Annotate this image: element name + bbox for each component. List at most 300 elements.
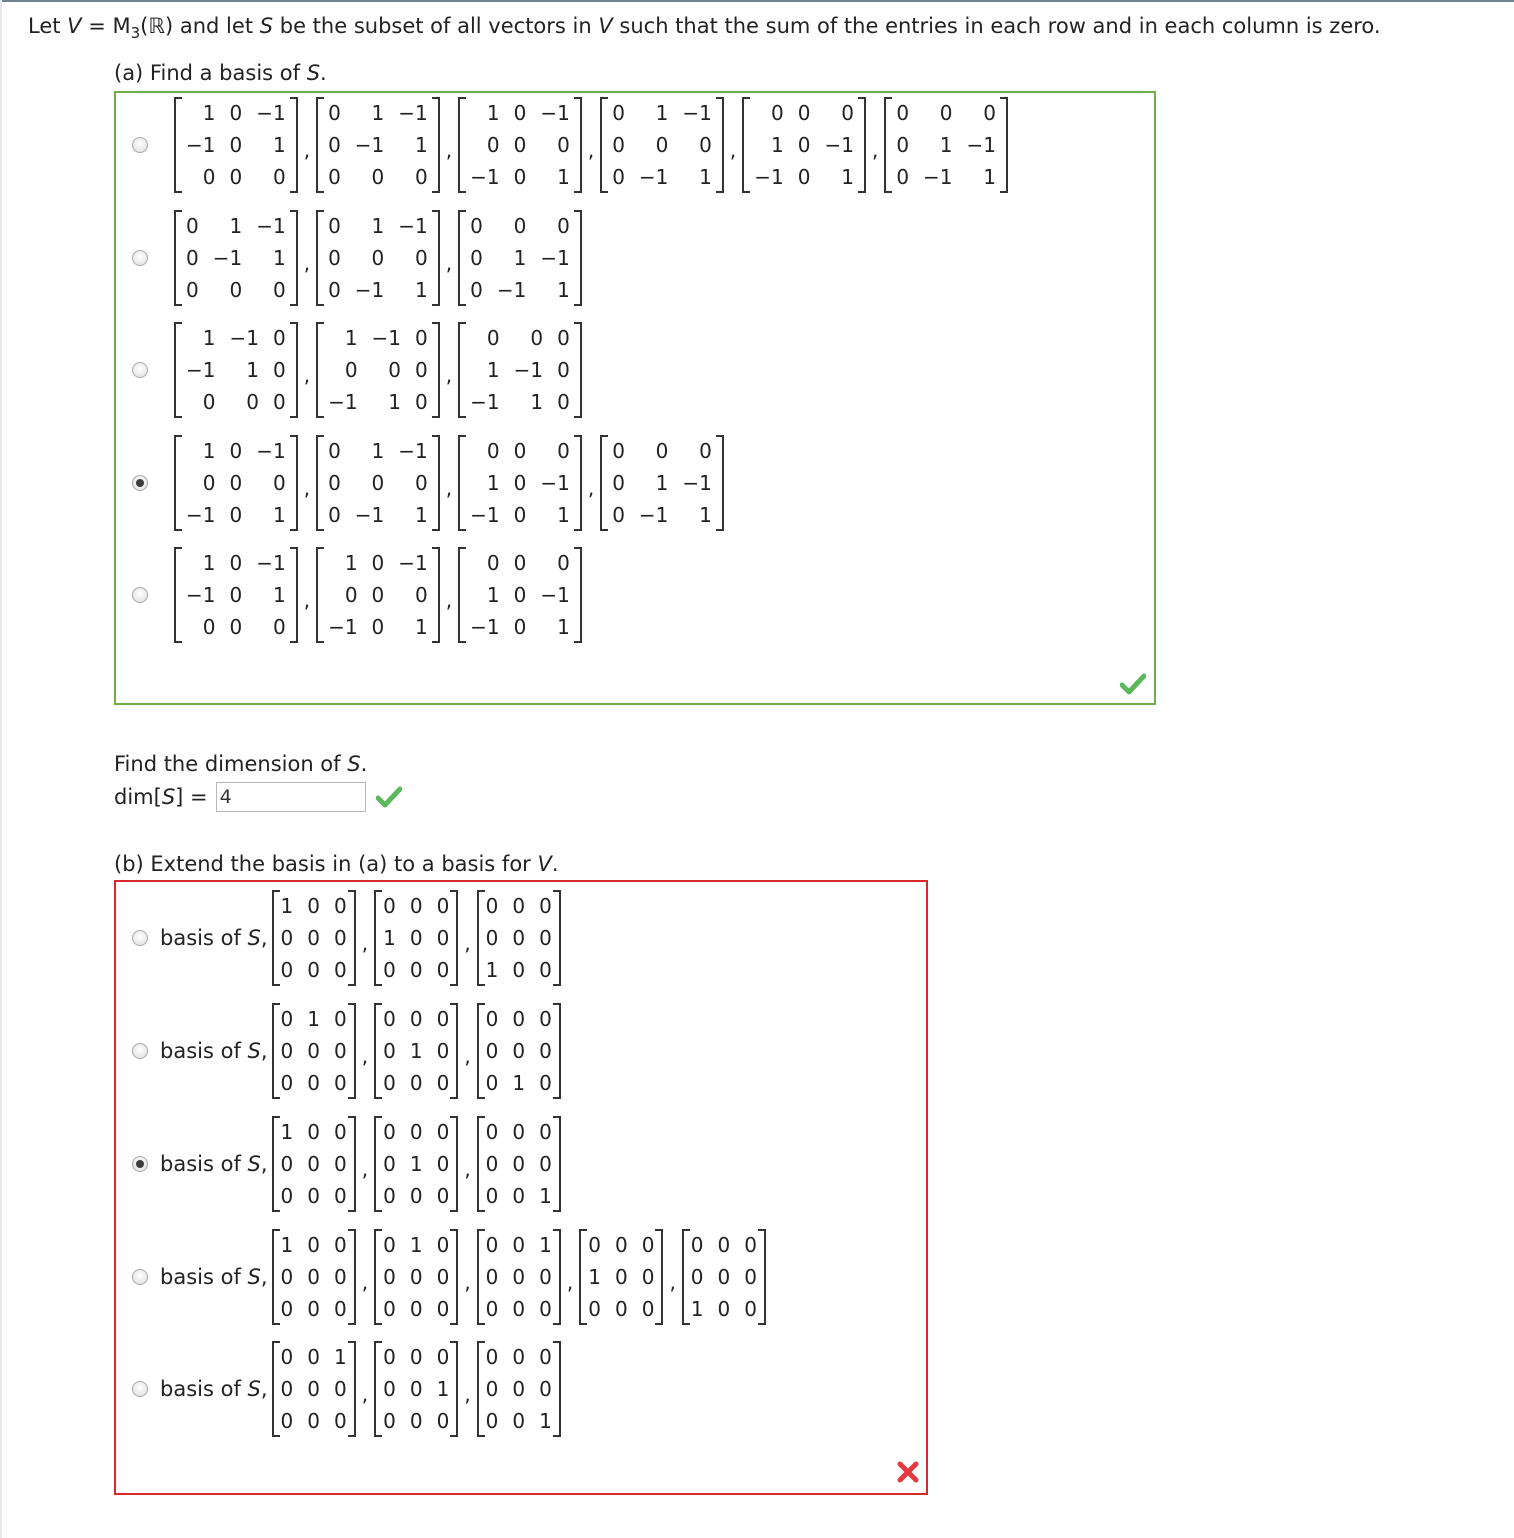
basis-of-s-comma: , [260, 1039, 268, 1063]
matrix-entry: 1 [690, 1297, 704, 1321]
part-b-option-1[interactable] [132, 888, 561, 988]
matrix-entry: −1 [470, 615, 500, 639]
matrix-entry: 0 [409, 1120, 423, 1144]
matrix-entry: 0 [272, 390, 286, 414]
matrix-entry: 0 [229, 278, 243, 302]
matrix [272, 1116, 356, 1212]
matrix-separator: , [361, 1157, 369, 1181]
matrix-list [272, 1003, 561, 1099]
matrix-entry: −1 [754, 165, 784, 189]
matrix-entry: 0 [383, 1345, 396, 1369]
matrix-entry: 1 [344, 551, 358, 575]
part-a-option-2[interactable] [132, 208, 582, 308]
matrix-entry: 0 [513, 165, 527, 189]
matrix-entry: 0 [486, 326, 500, 350]
matrix-entry: 0 [280, 1345, 294, 1369]
matrix-entry: 0 [690, 1265, 704, 1289]
matrix-entry: 0 [512, 1297, 526, 1321]
matrix-entry: 0 [202, 165, 216, 189]
matrix-entry: 0 [328, 246, 341, 270]
matrix-entry: 0 [436, 926, 450, 950]
matrix-separator: , [669, 1270, 676, 1294]
matrix-entry: 0 [344, 358, 358, 382]
matrix-entry: 0 [512, 894, 526, 918]
matrix-entry: 0 [229, 551, 243, 575]
matrix-entry: 0 [436, 1297, 450, 1321]
matrix-separator: , [303, 588, 311, 612]
matrix [477, 1003, 561, 1099]
matrix-entry: 1 [202, 101, 216, 125]
matrix-entry: 0 [344, 583, 358, 607]
intro-text-2: be the subset of all vectors in [273, 14, 599, 38]
matrix-entry: 0 [614, 1265, 628, 1289]
matrix-entry: 1 [557, 615, 570, 639]
part-a-option-4[interactable] [132, 433, 724, 533]
matrix-entry: 0 [415, 326, 428, 350]
intro-var-s: S [259, 14, 274, 38]
matrix-entry: 0 [371, 551, 385, 575]
intro-text-3: such that the sum of the entries in each row and in each column is zero. [612, 14, 1381, 38]
matrix-entry: 0 [415, 246, 428, 270]
matrix-entry: −1 [923, 165, 953, 189]
matrix-entry: 0 [307, 1071, 321, 1095]
matrix-entry: 0 [436, 1071, 450, 1095]
matrix-entry: 0 [436, 1152, 450, 1176]
matrix-entry: 0 [512, 1265, 526, 1289]
basis-of-s-comma: , [260, 1265, 268, 1289]
matrix-entry: 0 [470, 246, 483, 270]
matrix [884, 97, 1008, 193]
part-a-option-2-radio[interactable] [132, 250, 148, 266]
basis-of-s-comma: , [260, 926, 268, 950]
matrix-entry: 0 [539, 1377, 552, 1401]
matrix-entry: 0 [334, 1039, 347, 1063]
matrix-entry: 1 [699, 503, 712, 527]
matrix [374, 1003, 458, 1099]
matrix-separator: , [464, 931, 471, 955]
matrix-entry: 0 [280, 1409, 294, 1433]
matrix [272, 1341, 356, 1437]
matrix-entry: 0 [539, 1039, 552, 1063]
matrix-entry: 0 [512, 1233, 526, 1257]
matrix-entry: 0 [512, 1377, 526, 1401]
dimension-row [114, 782, 402, 812]
part-b-label [114, 852, 559, 876]
matrix-entry: −1 [638, 503, 669, 527]
matrix-entry: 0 [539, 1297, 552, 1321]
matrix-entry: 0 [612, 503, 625, 527]
matrix-entry: 0 [280, 1377, 294, 1401]
matrix-entry: 0 [513, 551, 527, 575]
matrix-entry: 0 [334, 1233, 347, 1257]
matrix-entry: 0 [436, 1345, 450, 1369]
matrix-entry: 0 [512, 1007, 526, 1031]
matrix-entry: 1 [557, 165, 570, 189]
matrix-entry: 0 [334, 1007, 347, 1031]
matrix-entry: −1 [354, 133, 385, 157]
matrix-entry: 0 [485, 926, 499, 950]
basis-of-s-var: S [247, 1265, 261, 1289]
matrix-entry: −1 [540, 583, 570, 607]
matrix-entry: −1 [398, 439, 428, 463]
dimension-input[interactable] [216, 782, 366, 812]
matrix-entry: 0 [436, 1233, 450, 1257]
matrix-entry: −1 [398, 101, 428, 125]
matrix-entry: 1 [246, 358, 259, 382]
matrix-entry: −1 [513, 358, 544, 382]
matrix-entry: −1 [682, 471, 712, 495]
matrix-entry: −1 [540, 101, 570, 125]
matrix [174, 547, 298, 643]
matrix [477, 890, 561, 986]
basis-of-s-label [160, 1039, 268, 1063]
matrix-entry: 1 [229, 214, 243, 238]
matrix-entry: 0 [641, 1297, 655, 1321]
matrix-entry: 0 [512, 1120, 526, 1144]
matrix-entry: 0 [229, 471, 243, 495]
matrix-entry: 0 [307, 958, 321, 982]
matrix-entry: 0 [383, 1184, 396, 1208]
matrix-entry: 0 [512, 1184, 526, 1208]
matrix-entry: 0 [655, 439, 669, 463]
part-a-answer-box [114, 91, 1156, 705]
matrix-entry: 0 [280, 1297, 294, 1321]
matrix-entry: 0 [334, 958, 347, 982]
part-b-label-suffix: . [551, 852, 559, 876]
part-b-option-2-radio[interactable] [132, 1043, 148, 1059]
matrix-entry: 1 [272, 583, 286, 607]
matrix-entry: 0 [409, 958, 423, 982]
matrix-entry: 1 [272, 246, 286, 270]
matrix-entry: 0 [229, 615, 243, 639]
part-a-option-5-radio[interactable] [132, 587, 148, 603]
matrix-entry: 0 [436, 1039, 450, 1063]
matrix-entry: 0 [383, 1377, 396, 1401]
matrix-entry: 1 [415, 503, 428, 527]
matrix-entry: 0 [436, 894, 450, 918]
matrix-entry: 0 [771, 101, 784, 125]
matrix-entry: 0 [371, 165, 385, 189]
matrix-entry: 0 [371, 615, 385, 639]
matrix-entry: 0 [655, 133, 669, 157]
basis-of-s-label [160, 1377, 268, 1401]
matrix-entry: 0 [896, 133, 910, 157]
matrix-entry: 1 [530, 390, 544, 414]
matrix [316, 435, 440, 531]
matrix-entry: 0 [512, 926, 526, 950]
matrix-entry: 0 [334, 926, 347, 950]
part-a-option-1[interactable] [132, 95, 1008, 195]
matrix-entry: 0 [539, 926, 552, 950]
matrix-entry: 0 [717, 1233, 731, 1257]
part-b-answer-box [114, 880, 928, 1495]
matrix-entry: 0 [334, 1409, 347, 1433]
matrix-entry: 0 [797, 165, 811, 189]
matrix [458, 322, 582, 418]
matrix-entry: −1 [354, 278, 385, 302]
basis-of-s-var: S [247, 1039, 261, 1063]
matrix-entry: 0 [383, 1071, 396, 1095]
problem-statement [28, 14, 1381, 42]
matrix-entry: 0 [470, 214, 483, 238]
matrix-entry: 0 [272, 471, 286, 495]
matrix-list [174, 210, 582, 306]
matrix-entry: 1 [409, 1039, 423, 1063]
matrix-entry: 1 [486, 471, 500, 495]
matrix-entry: −1 [470, 503, 500, 527]
matrix-entry: 0 [229, 503, 243, 527]
matrix-entry: 0 [744, 1233, 757, 1257]
part-a-option-4-radio[interactable] [132, 475, 148, 491]
matrix-entry: 0 [328, 214, 341, 238]
matrix-entry: 1 [588, 1265, 601, 1289]
matrix-separator: , [445, 138, 453, 162]
matrix-entry: 0 [485, 1152, 499, 1176]
cross-icon [896, 1460, 920, 1484]
matrix-entry: 0 [485, 894, 499, 918]
matrix [316, 210, 440, 306]
matrix-entry: 1 [512, 1071, 526, 1095]
matrix-entry: −1 [212, 246, 243, 270]
matrix-entry: 0 [415, 358, 428, 382]
matrix-entry: 0 [409, 1345, 423, 1369]
matrix-entry: 0 [539, 1345, 552, 1369]
matrix [374, 1341, 458, 1437]
matrix-separator: , [361, 931, 369, 955]
matrix-entry: 1 [983, 165, 997, 189]
matrix-entry: 0 [307, 1297, 321, 1321]
matrix-entry: 0 [557, 133, 570, 157]
matrix-entry: 0 [612, 101, 625, 125]
matrix-entry: 0 [383, 958, 396, 982]
matrix-entry: 0 [409, 1297, 423, 1321]
matrix [316, 547, 440, 643]
matrix-entry: 0 [186, 246, 199, 270]
matrix-entry: 1 [202, 439, 216, 463]
matrix-entry: 0 [409, 1007, 423, 1031]
matrix-list [272, 890, 561, 986]
basis-of-s-label [160, 926, 268, 950]
part-a-option-1-radio[interactable] [132, 137, 148, 153]
matrix-entry: −1 [354, 503, 385, 527]
matrix [477, 1341, 561, 1437]
matrix [458, 547, 582, 643]
matrix-entry: 0 [588, 1233, 601, 1257]
part-b-option-3-radio[interactable] [132, 1156, 148, 1172]
part-a-option-5[interactable] [132, 545, 582, 645]
matrix-list [174, 547, 582, 643]
matrix-separator: , [303, 138, 311, 162]
matrix [174, 435, 298, 531]
part-b-option-1-radio[interactable] [132, 930, 148, 946]
matrix [579, 1229, 663, 1325]
matrix-entry: 1 [202, 551, 216, 575]
intro-eq: = M [88, 14, 131, 38]
matrix-entry: 0 [486, 133, 500, 157]
matrix-entry: 0 [334, 1071, 347, 1095]
matrix-entry: 0 [485, 1233, 499, 1257]
matrix-entry: 1 [272, 503, 286, 527]
matrix-list [272, 1229, 766, 1325]
matrix-entry: 0 [513, 133, 527, 157]
matrix-entry: 0 [272, 615, 286, 639]
matrix [316, 97, 440, 193]
matrix-entry: 1 [344, 326, 358, 350]
matrix-entry: 0 [186, 278, 199, 302]
matrix-entry: 0 [280, 1039, 294, 1063]
matrix-entry: 0 [202, 390, 216, 414]
matrix-separator: , [361, 1382, 369, 1406]
matrix-entry: 0 [229, 439, 243, 463]
check-icon [376, 786, 402, 808]
matrix-entry: −1 [256, 101, 286, 125]
matrix-separator: , [445, 251, 453, 275]
matrix-entry: 0 [436, 1120, 450, 1144]
dimension-question-suffix: . [360, 752, 368, 776]
matrix-entry: 1 [415, 133, 428, 157]
part-b-option-5[interactable] [132, 1339, 561, 1439]
part-b-option-4-radio[interactable] [132, 1269, 148, 1285]
matrix-entry: 0 [588, 1297, 601, 1321]
matrix-entry: 0 [797, 133, 811, 157]
matrix-entry: 0 [485, 1007, 499, 1031]
basis-of-s-comma: , [260, 1377, 268, 1401]
matrix-entry: 0 [512, 1409, 526, 1433]
matrix-entry: 0 [334, 1184, 347, 1208]
matrix-entry: 0 [485, 1377, 499, 1401]
matrix-entry: 0 [557, 214, 570, 238]
matrix-entry: 0 [614, 1233, 628, 1257]
matrix-entry: 0 [383, 1233, 396, 1257]
matrix [477, 1229, 561, 1325]
dimension-label: dim[ [114, 785, 162, 809]
matrix-entry: 1 [539, 1184, 552, 1208]
matrix-entry: 0 [307, 1377, 321, 1401]
matrix-entry: 1 [485, 958, 499, 982]
matrix-entry: −1 [398, 551, 428, 575]
matrix-entry: −1 [256, 439, 286, 463]
matrix-entry: 1 [699, 165, 712, 189]
matrix-entry: 0 [436, 1007, 450, 1031]
matrix-entry: 0 [383, 1039, 396, 1063]
matrix-entry: 0 [513, 583, 527, 607]
matrix-separator: , [729, 138, 737, 162]
matrix-entry: 0 [272, 326, 286, 350]
matrix-entry: 0 [699, 439, 712, 463]
matrix-entry: 0 [539, 1152, 552, 1176]
dimension-label-suffix: ] = [175, 785, 208, 809]
matrix-entry: 1 [334, 1345, 347, 1369]
part-b-option-2[interactable] [132, 1001, 561, 1101]
matrix [272, 1003, 356, 1099]
matrix-entry: 0 [280, 926, 294, 950]
matrix-entry: 1 [539, 1409, 552, 1433]
part-b-option-4[interactable] [132, 1227, 766, 1327]
matrix-entry: 0 [229, 165, 243, 189]
part-a-option-3-radio[interactable] [132, 362, 148, 378]
check-icon [1120, 673, 1146, 695]
dimension-question [114, 752, 367, 776]
matrix [272, 890, 356, 986]
matrix-entry: 0 [513, 101, 527, 125]
matrix-entry: −1 [256, 214, 286, 238]
part-a-label-suffix: . [320, 61, 327, 85]
matrix-entry: 0 [436, 1265, 450, 1289]
matrix-separator: , [303, 476, 311, 500]
matrix-entry: 0 [307, 1233, 321, 1257]
intro-let: Let [28, 14, 61, 38]
matrix-separator: , [303, 251, 311, 275]
matrix [477, 1116, 561, 1212]
matrix [174, 322, 298, 418]
matrix-entry: 0 [280, 1071, 294, 1095]
matrix-entry: 0 [334, 1152, 347, 1176]
matrix-entry: 0 [612, 439, 625, 463]
matrix-separator: , [587, 138, 595, 162]
matrix-entry: 0 [328, 503, 341, 527]
matrix-entry: −1 [470, 165, 500, 189]
matrix-entry: 0 [797, 101, 811, 125]
matrix-entry: 0 [280, 1007, 294, 1031]
part-a-option-3[interactable] [132, 320, 582, 420]
matrix-separator: , [445, 476, 453, 500]
matrix-entry: 0 [470, 278, 483, 302]
matrix-entry: 0 [307, 1265, 321, 1289]
part-a-label-text: (a) Find a basis of [114, 61, 307, 85]
matrix-entry: 0 [409, 926, 423, 950]
matrix-entry: 0 [485, 1184, 499, 1208]
matrix-entry: 0 [485, 1297, 499, 1321]
matrix-entry: 0 [409, 1377, 423, 1401]
matrix-entry: 0 [485, 1039, 499, 1063]
matrix-entry: −1 [186, 133, 216, 157]
matrix-entry: 0 [328, 278, 341, 302]
part-b-option-5-radio[interactable] [132, 1381, 148, 1397]
matrix-entry: −1 [470, 390, 500, 414]
matrix-entry: 0 [530, 326, 544, 350]
matrix-entry: 1 [280, 1233, 294, 1257]
matrix-entry: 1 [539, 1233, 552, 1257]
matrix [316, 322, 440, 418]
matrix-entry: 1 [280, 1120, 294, 1144]
matrix [174, 97, 298, 193]
matrix-entry: 1 [371, 101, 385, 125]
matrix-entry: 0 [513, 615, 527, 639]
matrix-entry: 0 [307, 1345, 321, 1369]
matrix-entry: 0 [202, 615, 216, 639]
matrix [600, 435, 724, 531]
part-b-option-3[interactable] [132, 1114, 561, 1214]
matrix-entry: 0 [415, 583, 428, 607]
matrix-entry: 0 [409, 1071, 423, 1095]
matrix-separator: , [464, 1382, 471, 1406]
matrix-entry: 0 [202, 471, 216, 495]
matrix-entry: 0 [229, 101, 243, 125]
matrix-entry: 0 [415, 165, 428, 189]
matrix-entry: 0 [334, 1297, 347, 1321]
matrix [374, 890, 458, 986]
matrix-entry: 0 [409, 894, 423, 918]
intro-text-1: and let [173, 14, 260, 38]
matrix-entry: 0 [246, 390, 259, 414]
matrix-entry: −1 [682, 101, 712, 125]
matrix [682, 1229, 766, 1325]
matrix-entry: −1 [824, 133, 854, 157]
matrix [742, 97, 866, 193]
matrix-entry: 0 [334, 1265, 347, 1289]
intro-subscript: 3 [130, 24, 141, 43]
matrix-entry: 0 [717, 1297, 731, 1321]
